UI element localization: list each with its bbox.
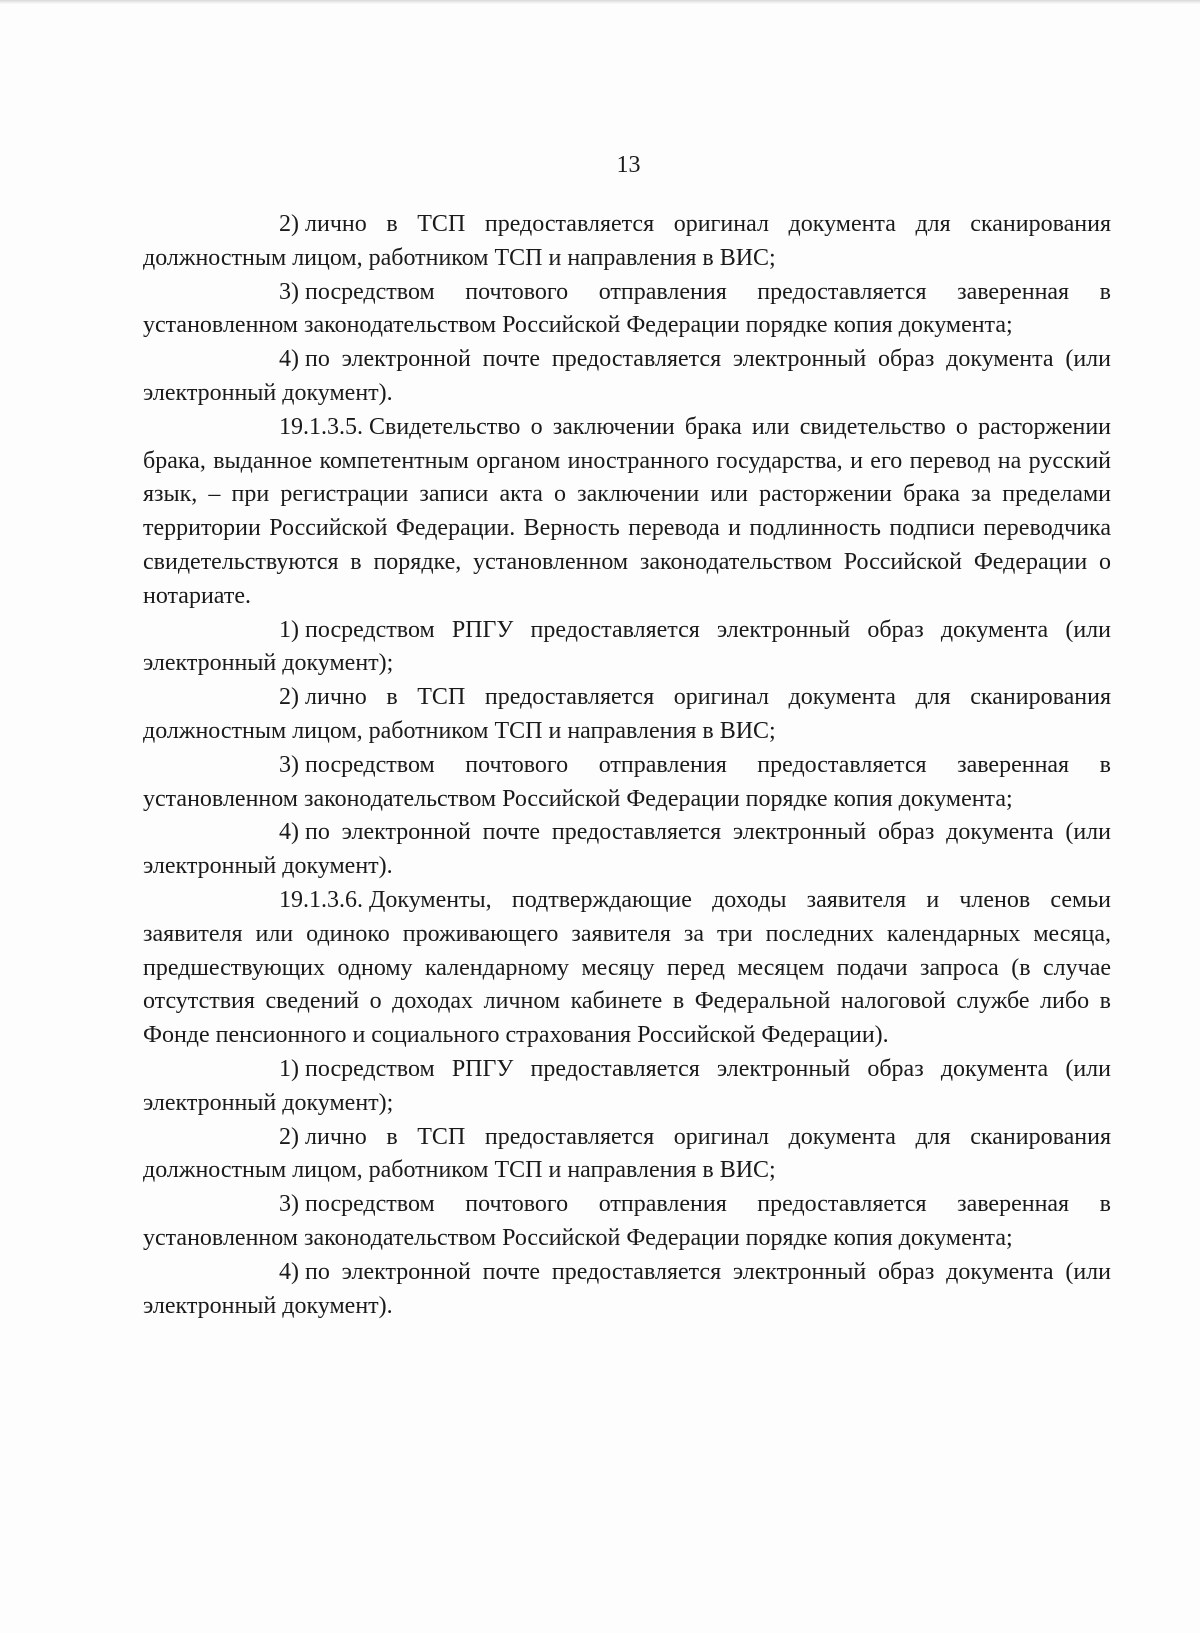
paragraph-item-2	[143, 1121, 1111, 1189]
paragraph-number: 3)	[279, 1191, 299, 1218]
section-text: Документы, подтверждающие доходы заявителя и членов семьи заявителя или одиноко проживающего заявителя за три последних календарных месяца, предшествующих одному календарному месяцу перед месяцем подачи запроса (в случае отсутствия сведений о доходах личном кабинете в Федеральной налоговой службе либо в Фонде пенсионного и социального страхования Российской Федерации).	[143, 886, 1111, 1049]
paragraph-text: по электронной почте предоставляется электронный образ документа (или электронный документ).	[143, 346, 1111, 406]
paragraph-number: 2)	[279, 684, 299, 711]
paragraph-number: 3)	[279, 751, 299, 778]
paragraph-text: по электронной почте предоставляется электронный образ документа (или электронный документ).	[143, 1258, 1111, 1319]
paragraph-text: лично в ТСП предоставляется оригинал документа для сканирования должностным лицом, работником ТСП и направления в ВИС;	[143, 211, 1111, 271]
paragraph-text: по электронной почте предоставляется электронный образ документа (или электронный документ).	[143, 819, 1111, 880]
paragraph-number: 3)	[279, 278, 299, 305]
paragraph-text: посредством почтового отправления предоставляется заверенная в установленном законодательством Российской Федерации порядке копия документа;	[143, 278, 1111, 339]
paragraph-number: 2)	[279, 211, 299, 237]
paragraph-number: 4)	[279, 346, 299, 373]
paragraph-item-3	[143, 1188, 1111, 1256]
paragraph-number: 1)	[279, 1055, 299, 1082]
scan-edge	[0, 0, 1200, 4]
paragraph-item-2	[143, 208, 1111, 276]
paragraph-item-1	[143, 614, 1111, 682]
section-19-1-3-5	[143, 411, 1111, 614]
paragraph-item-3	[143, 276, 1111, 344]
paragraph-text: посредством почтового отправления предоставляется заверенная в установленном законодательством Российской Федерации порядке копия документа;	[143, 751, 1111, 812]
section-number: 19.1.3.5.	[279, 413, 363, 440]
section-number: 19.1.3.6.	[279, 886, 363, 913]
paragraph-item-4	[143, 816, 1111, 884]
paragraph-item-4	[143, 1256, 1111, 1324]
paragraph-text: посредством почтового отправления предоставляется заверенная в установленном законодательством Российской Федерации порядке копия документа;	[143, 1191, 1111, 1251]
page-number: 13	[616, 152, 641, 178]
paragraph-number: 4)	[279, 819, 299, 846]
document-body	[143, 208, 1111, 1323]
paragraph-item-3	[143, 749, 1111, 817]
paragraph-item-4	[143, 343, 1111, 411]
section-text: Свидетельство о заключении брака или свидетельство о расторжении брака, выданное компетентным органом иностранного государства, и его перевод на русский язык, – при регистрации записи акта о заключении или расторжении брака за пределами территории Российской Федерации. Верность перевода и подлинность подписи переводчика свидетельствуются в порядке, установленном законодательством Российской Федерации о нотариате.	[143, 413, 1111, 609]
paragraph-item-1	[143, 1053, 1111, 1121]
paragraph-text: лично в ТСП предоставляется оригинал документа для сканирования должностным лицом, работником ТСП и направления в ВИС;	[143, 684, 1111, 744]
paragraph-number: 1)	[279, 616, 299, 643]
paragraph-text: посредством РПГУ предоставляется электронный образ документа (или электронный документ);	[143, 1055, 1111, 1116]
paragraph-item-2	[143, 681, 1111, 749]
section-19-1-3-6	[143, 884, 1111, 1053]
paragraph-number: 4)	[279, 1258, 299, 1285]
paragraph-number: 2)	[279, 1123, 299, 1150]
paragraph-text: посредством РПГУ предоставляется электронный образ документа (или электронный документ);	[143, 616, 1111, 677]
paragraph-text: лично в ТСП предоставляется оригинал документа для сканирования должностным лицом, работником ТСП и направления в ВИС;	[143, 1123, 1111, 1184]
